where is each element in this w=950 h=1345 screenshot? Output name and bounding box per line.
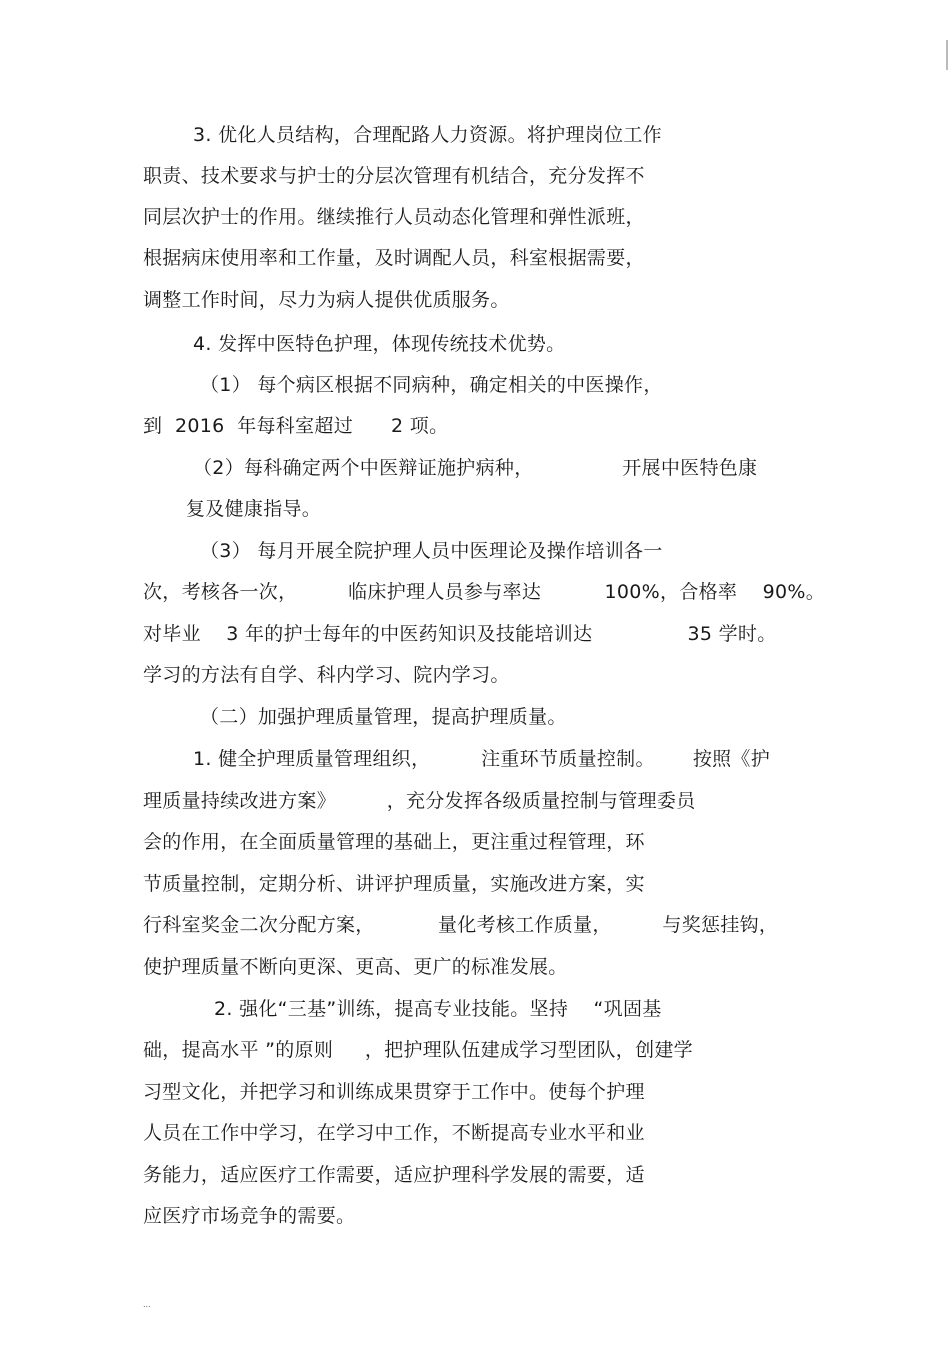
text-line: 应医疗市场竞争的需要。: [143, 1205, 356, 1227]
text-line: 行科室奖金二次分配方案， 量化考核工作质量， 与奖惩挂钩，: [143, 914, 779, 936]
text-line: 人员在工作中学习，在学习中工作，不断提高专业水平和业: [143, 1122, 645, 1144]
text-line: （1） 每个病区根据不同病种，确定相关的中医操作，: [200, 374, 663, 396]
text-line: 2. 强化“三基”训练，提高专业技能。坚持 “巩固基: [214, 998, 662, 1020]
page-edge-mark: [946, 40, 948, 70]
text-line: 调整工作时间，尽力为病人提供优质服务。: [143, 289, 510, 311]
text-line: 4. 发挥中医特色护理，体现传统技术优势。: [193, 333, 566, 355]
text-line: 3. 优化人员结构，合理配路人力资源。将护理岗位工作: [193, 124, 662, 146]
section-heading: （二）加强护理质量管理，提高护理质量。: [200, 706, 567, 728]
text-line: 理质量持续改进方案》 ，充分发挥各级质量控制与管理委员: [143, 790, 696, 812]
text-line: 到 2016 年每科室超过 2 项。: [143, 415, 449, 437]
text-line: 会的作用，在全面质量管理的基础上，更注重过程管理，环: [143, 831, 645, 853]
text-line: 础，提高水平 ”的原则 ，把护理队伍建成学习型团队，创建学: [143, 1039, 693, 1061]
text-line: 务能力，适应医疗工作需要，适应护理科学发展的需要，适: [143, 1164, 645, 1186]
text-line: 复及健康指导。: [186, 498, 322, 520]
text-line: 习型文化，并把学习和训练成果贯穿于工作中。使每个护理: [143, 1081, 645, 1103]
text-line: 次，考核各一次， 临床护理人员参与率达 100%，合格率 90%。: [143, 581, 826, 603]
text-line: 对毕业 3 年的护士每年的中医药知识及技能培训达 35 学时。: [143, 623, 777, 645]
text-line: 学习的方法有自学、科内学习、院内学习。: [143, 664, 510, 686]
text-line: 节质量控制，定期分析、讲评护理质量，实施改进方案，实: [143, 873, 645, 895]
text-line: （2）每科确定两个中医辩证施护病种， 开展中医特色康: [193, 457, 758, 479]
text-line: （3） 每月开展全院护理人员中医理论及操作培训各一: [200, 540, 663, 562]
text-line: 1. 健全护理质量管理组织， 注重环节质量控制。 按照《护: [193, 748, 771, 770]
text-line: 职责、技术要求与护士的分层次管理有机结合，充分发挥不: [143, 165, 645, 187]
text-line: 根据病床使用率和工作量，及时调配人员，科室根据需要，: [143, 247, 645, 269]
text-line: 同层次护士的作用。继续推行人员动态化管理和弹性派班，: [143, 206, 645, 228]
footer-mark: ...: [143, 1300, 151, 1309]
text-line: 使护理质量不断向更深、更高、更广的标准发展。: [143, 956, 568, 978]
